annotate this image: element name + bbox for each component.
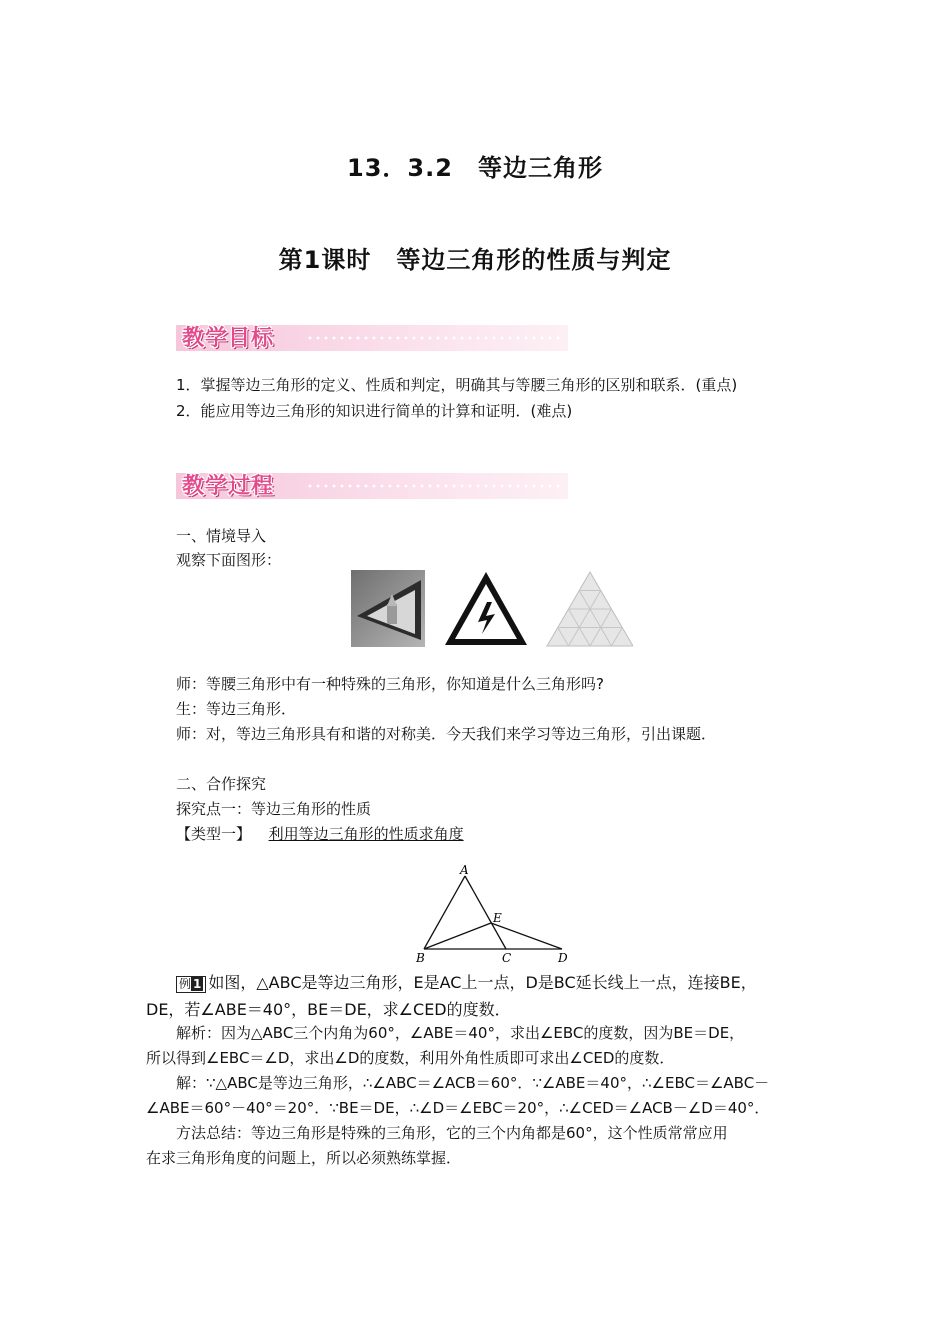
summary-line-1: 方法总结：等边三角形是特殊的三角形，它的三个内角都是60°，这个性质常常应用 — [176, 1124, 728, 1142]
triangle-grid-pattern — [547, 572, 633, 646]
type-title: 利用等边三角形的性质求角度 — [268, 825, 464, 843]
point-label-a: A — [460, 863, 469, 877]
analysis-line-1: 解析：因为△ABC三个内角为60°，∠ABE＝40°，求出∠EBC的度数，因为BE＝DE， — [176, 1024, 745, 1042]
segment-de — [491, 923, 562, 949]
analysis-line-2: 所以得到∠EBC＝∠D，求出∠D的度数，利用外角性质即可求出∠CED的度数． — [146, 1049, 675, 1067]
triangle-photo — [351, 570, 425, 647]
example-line-2: DE，若∠ABE＝40°，BE＝DE，求∠CED的度数． — [146, 1000, 511, 1019]
point-label-e: E — [493, 911, 502, 925]
explore-point-1: 探究点一：等边三角形的性质 — [176, 800, 372, 818]
goal-item-1: 1．掌握等边三角形的定义、性质和判定，明确其与等腰三角形的区别和联系．(重点) — [176, 376, 738, 394]
segment-be — [424, 923, 491, 949]
point-label-d: D — [558, 951, 568, 965]
intro-images — [351, 570, 633, 652]
type-heading — [176, 823, 464, 844]
summary-line-2: 在求三角形角度的问题上，所以必须熟练掌握． — [146, 1149, 462, 1167]
dialogue-teacher-1: 师：等腰三角形中有一种特殊的三角形，你知道是什么三角形吗? — [176, 675, 604, 693]
process-banner — [176, 469, 568, 503]
section1-heading: 一、情境导入 — [176, 527, 267, 545]
intro-images-svg — [351, 570, 633, 648]
dialogue-teacher-2: 师：对，等边三角形具有和谐的对称美．今天我们来学习等边三角形，引出课题． — [176, 725, 717, 743]
segment-ab — [424, 876, 465, 949]
solution-line-2: ∠ABE＝60°－40°＝20°．∵BE＝DE，∴∠D＝∠EBC＝20°，∴∠CED＝∠ACB－∠D＝40°． — [146, 1099, 770, 1117]
point-label-b: B — [416, 951, 425, 965]
triangle-diagram-svg — [412, 862, 582, 970]
banner-dots — [306, 336, 561, 340]
solution-line-1: 解：∵△ABC是等边三角形，∴∠ABC＝∠ACB＝60°．∵∠ABE＝40°，∴∠EBC＝∠ABC－ — [176, 1074, 770, 1092]
page-title: 13．3.2 等边三角形 — [347, 154, 603, 182]
goals-banner — [176, 321, 568, 355]
goals-banner-label: 教学目标 — [182, 326, 275, 351]
process-banner-label: 教学过程 — [182, 474, 275, 499]
example-line-1: 例 1 如图，△ABC是等边三角形，E是AC上一点，D是BC延长线上一点，连接BE， — [176, 970, 757, 993]
dialogue-student: 生：等边三角形． — [176, 700, 297, 718]
goal-item-2: 2．能应用等边三角形的知识进行简单的计算和证明．(难点) — [176, 402, 573, 420]
banner-dots — [306, 484, 561, 488]
lesson-subtitle: 第1课时 等边三角形的性质与判定 — [278, 246, 672, 274]
observe-prompt: 观察下面图形： — [176, 551, 282, 569]
geometry-diagram — [412, 862, 582, 974]
section2-heading: 二、合作探究 — [176, 775, 267, 793]
point-label-c: C — [502, 951, 512, 965]
example-badge: 例 1 — [176, 976, 206, 993]
type-label: 【类型一】 — [176, 825, 252, 843]
high-voltage-warning-sign — [445, 572, 527, 645]
